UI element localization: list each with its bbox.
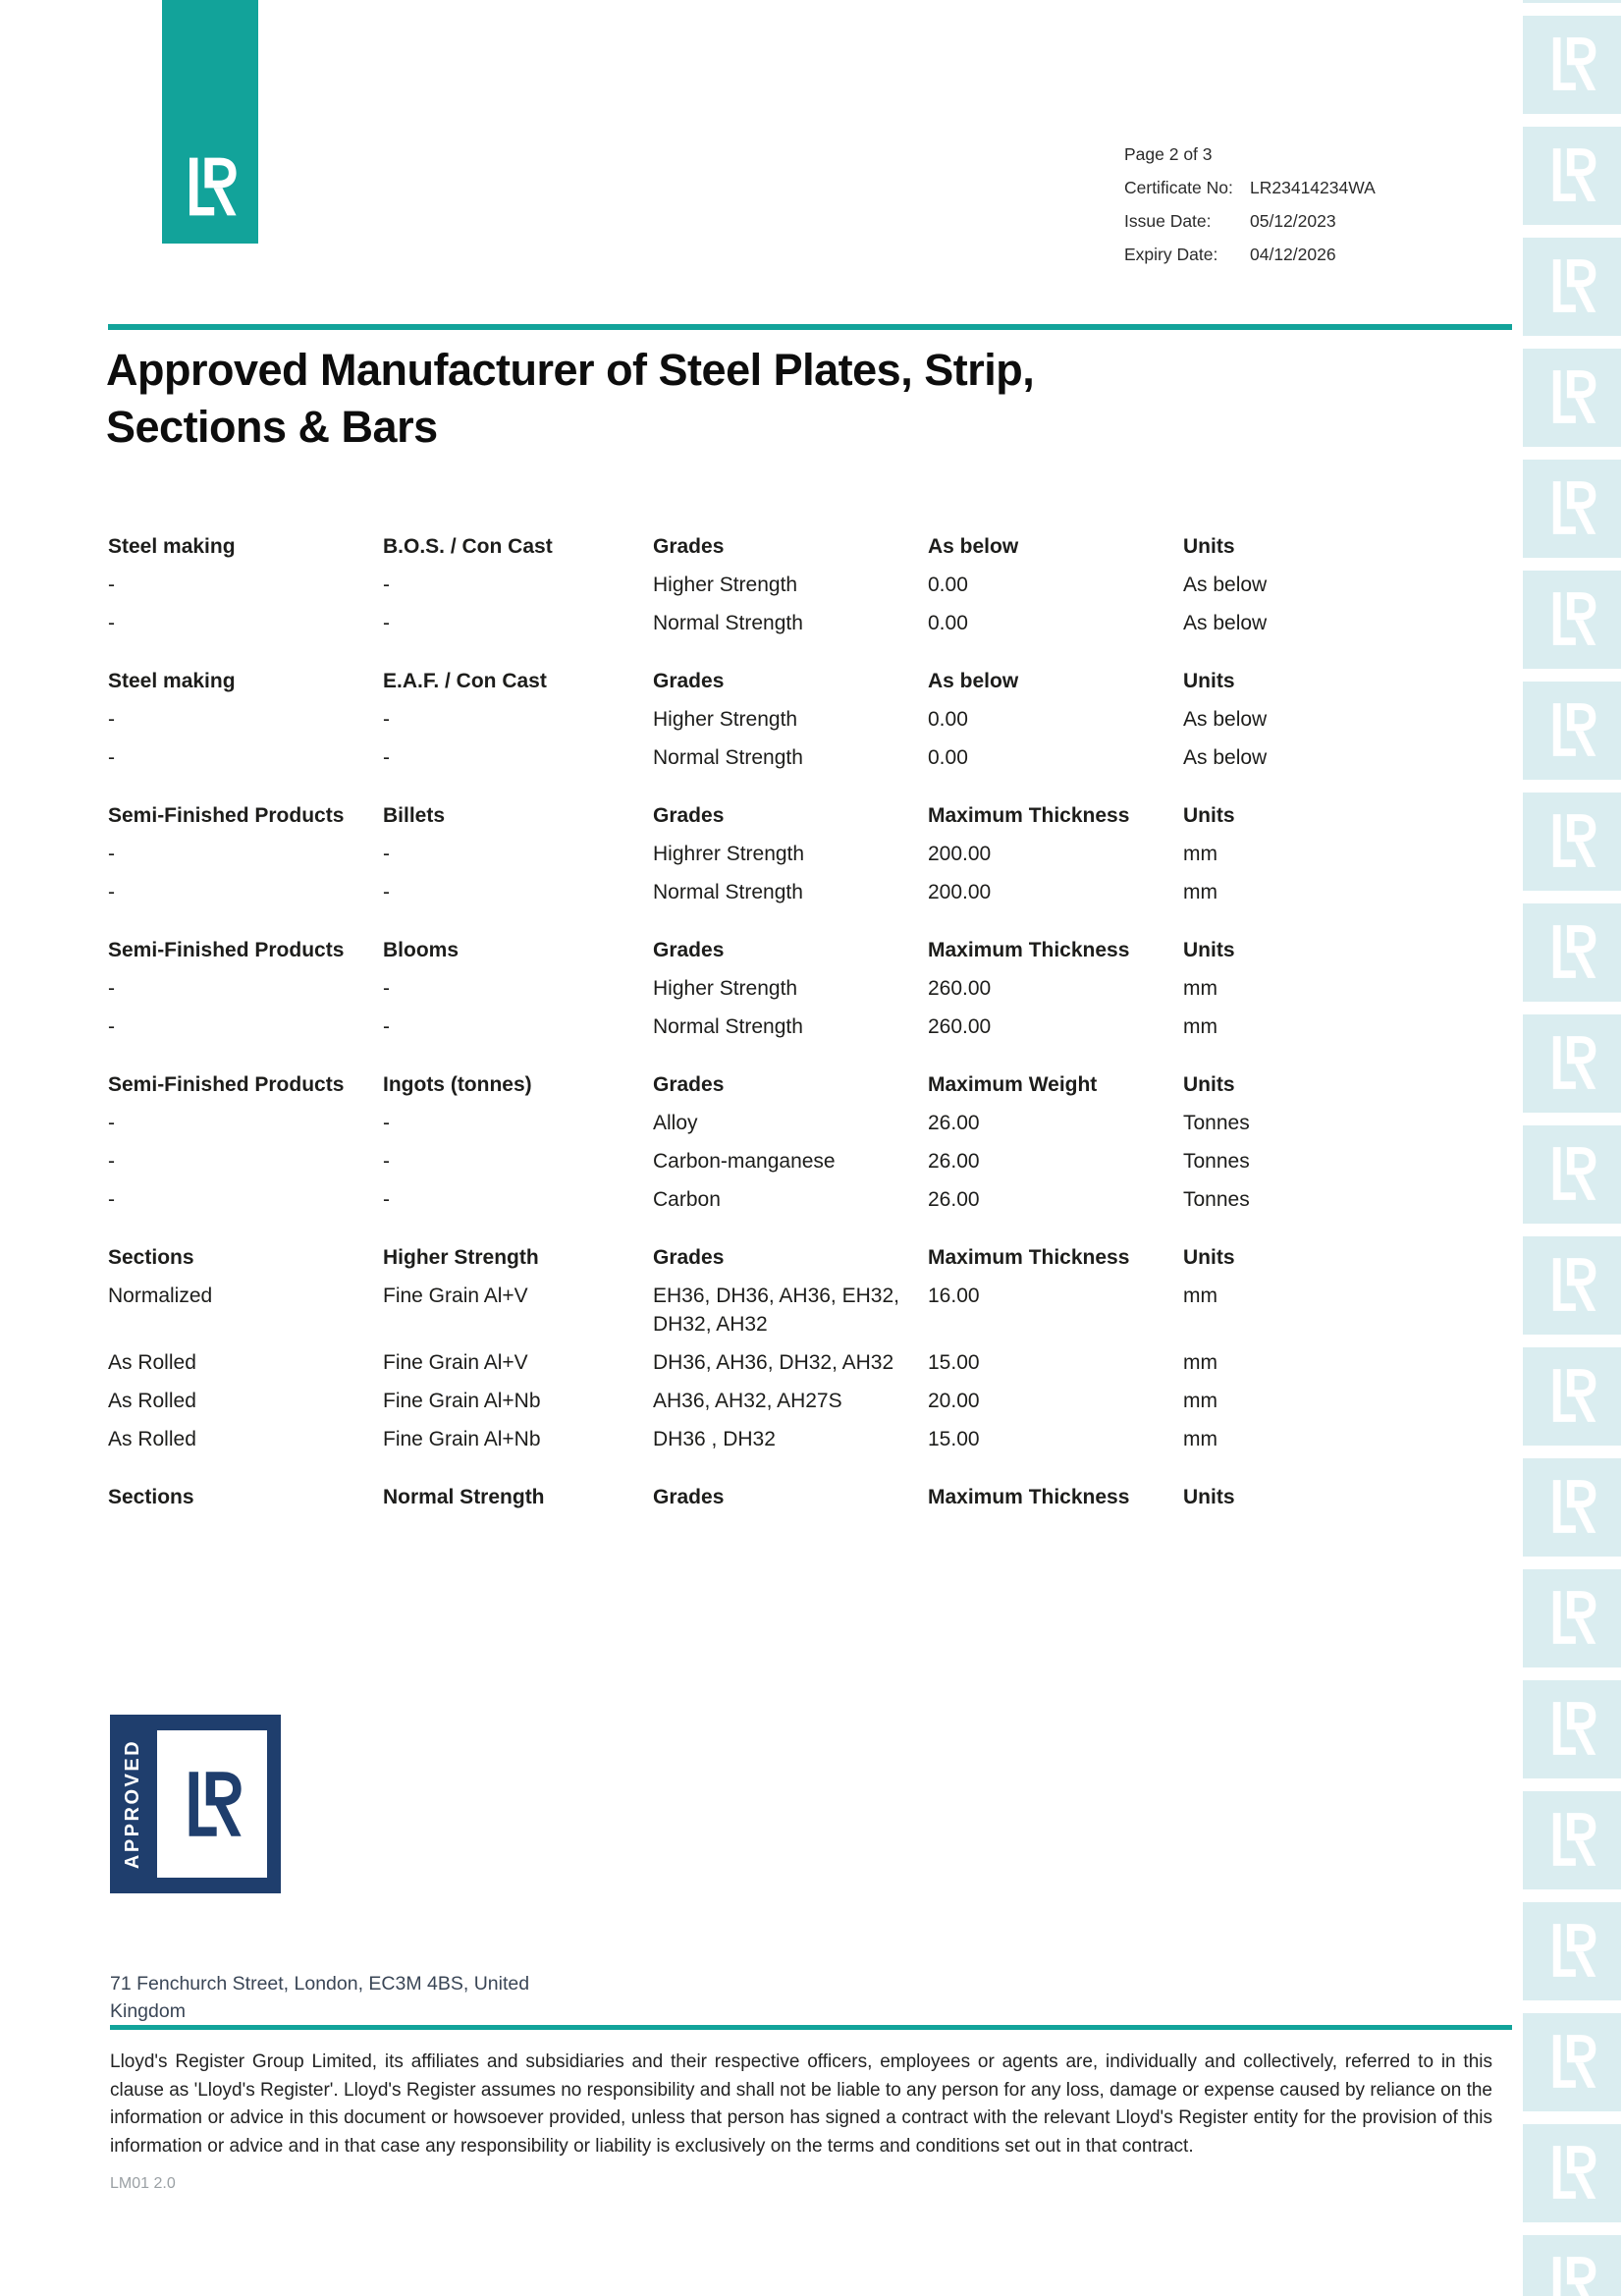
table-header-row xyxy=(108,532,1325,561)
issue-date-value: 05/12/2023 xyxy=(1250,210,1336,231)
table-row xyxy=(108,1387,1325,1415)
column-header: Grades xyxy=(653,535,725,558)
column-header: Semi-Finished Products xyxy=(108,939,345,961)
table-cell: - xyxy=(383,881,390,903)
table-row xyxy=(108,743,1325,772)
lr-monogram-icon xyxy=(176,144,244,229)
table-cell: - xyxy=(383,746,390,769)
column-header: Maximum Thickness xyxy=(928,1486,1130,1508)
table-cell: 15.00 xyxy=(928,1351,980,1374)
lr-watermark-tile xyxy=(1523,127,1621,225)
header-divider xyxy=(108,324,1512,330)
lr-watermark-tile xyxy=(1523,0,1621,3)
table-header-row xyxy=(108,936,1325,964)
column-header: Units xyxy=(1183,1246,1235,1269)
table-cell: mm xyxy=(1183,843,1217,865)
table-row xyxy=(108,1185,1325,1214)
table-cell: - xyxy=(108,708,115,731)
lr-watermark-tile xyxy=(1523,238,1621,336)
lr-monogram-icon xyxy=(1541,912,1603,991)
lr-monogram-icon xyxy=(1541,1356,1603,1435)
certificate-number-label: Certificate No: xyxy=(1124,177,1233,197)
column-header: Units xyxy=(1183,939,1235,961)
column-header: Ingots (tonnes) xyxy=(383,1073,532,1096)
table-cell: mm xyxy=(1183,977,1217,1000)
lr-watermark-tile xyxy=(1523,1680,1621,1778)
table-cell: 260.00 xyxy=(928,977,992,1000)
table-cell: - xyxy=(108,1112,115,1134)
page-indicator xyxy=(1124,137,1376,171)
lr-monogram-icon xyxy=(1541,25,1603,103)
table-cell: Fine Grain Al+V xyxy=(383,1285,528,1307)
column-header: Grades xyxy=(653,939,725,961)
table-cell: 0.00 xyxy=(928,574,968,596)
table-row xyxy=(108,571,1325,599)
office-address: 71 Fenchurch Street, London, EC3M 4BS, United Kingdom xyxy=(110,1973,530,2022)
table-row xyxy=(108,840,1325,868)
approval-table-section xyxy=(108,532,1325,637)
column-header: B.O.S. / Con Cast xyxy=(383,535,553,558)
lr-logo xyxy=(162,0,258,244)
column-header: Billets xyxy=(383,804,446,827)
table-cell: 26.00 xyxy=(928,1188,980,1211)
lr-watermark-tile xyxy=(1523,460,1621,558)
lr-watermark-column xyxy=(1523,0,1621,2296)
page-number: Page 2 of 3 xyxy=(1124,143,1213,164)
table-cell: - xyxy=(383,1015,390,1038)
table-cell: 26.00 xyxy=(928,1150,980,1173)
expiry-date-label: Expiry Date: xyxy=(1124,244,1218,264)
lr-watermark-tile xyxy=(1523,682,1621,780)
table-cell: 0.00 xyxy=(928,612,968,634)
lr-watermark-tile xyxy=(1523,2013,1621,2111)
table-cell: As Rolled xyxy=(108,1351,196,1374)
table-cell: Tonnes xyxy=(1183,1112,1250,1134)
column-header: Grades xyxy=(653,1073,725,1096)
table-header-row xyxy=(108,801,1325,830)
lr-watermark-tile xyxy=(1523,793,1621,891)
certificate-meta xyxy=(1124,137,1376,271)
table-header-row xyxy=(108,1243,1325,1272)
table-cell: 20.00 xyxy=(928,1390,980,1412)
footer-divider xyxy=(110,2025,1512,2030)
table-cell: As below xyxy=(1183,708,1268,731)
table-cell: DH36 , DH32 xyxy=(653,1428,776,1450)
table-cell: Highrer Strength xyxy=(653,843,805,865)
page-title: Approved Manufacturer of Steel Plates, Strip, Sections & Bars xyxy=(106,345,1035,452)
lr-monogram-icon xyxy=(1541,579,1603,658)
lr-watermark-tile xyxy=(1523,16,1621,114)
lr-monogram-icon xyxy=(1541,357,1603,436)
table-cell: - xyxy=(383,708,390,731)
table-header-row xyxy=(108,1070,1325,1099)
legal-disclaimer: Lloyd's Register Group Limited, its affiliates and subsidiaries and their respective officers, employees or agents are, individually and collectively, referred to in this clause as 'Lloyd's Register'. Lloyd's Register assumes no responsibility and shall not be liable to any person for any loss, damage or expense caused by reliance on the information or advice in this document or howsoever provided, unless that person has signed a contract with the relevant Lloyd's Register entity for the provision of this information or advice and in that case any responsibility or liability is exclusively on the terms and conditions set out in that contract. xyxy=(110,2051,1492,2157)
table-cell: mm xyxy=(1183,881,1217,903)
lr-watermark-tile xyxy=(1523,1791,1621,1889)
table-row xyxy=(108,705,1325,734)
lr-watermark-tile xyxy=(1523,2124,1621,2222)
column-header: Grades xyxy=(653,1246,725,1269)
lr-watermark-tile xyxy=(1523,349,1621,447)
table-cell: - xyxy=(108,1015,115,1038)
table-cell: Carbon-manganese xyxy=(653,1150,836,1173)
lr-monogram-icon xyxy=(1541,1578,1603,1657)
lr-monogram-icon xyxy=(1541,1467,1603,1546)
table-cell: - xyxy=(383,843,390,865)
certificate-number-row xyxy=(1124,171,1376,204)
table-row xyxy=(108,878,1325,906)
table-cell: As Rolled xyxy=(108,1428,196,1450)
table-row xyxy=(108,1109,1325,1137)
column-header: Units xyxy=(1183,670,1235,692)
table-cell: - xyxy=(383,977,390,1000)
table-cell: 0.00 xyxy=(928,746,968,769)
column-header: As below xyxy=(928,670,1019,692)
lr-monogram-icon xyxy=(1541,136,1603,214)
expiry-date-row xyxy=(1124,238,1376,271)
column-header: Blooms xyxy=(383,939,460,961)
lr-watermark-tile xyxy=(1523,1236,1621,1335)
column-header: Higher Strength xyxy=(383,1246,539,1269)
table-cell: As below xyxy=(1183,574,1268,596)
issue-date-row xyxy=(1124,204,1376,238)
approval-table-section xyxy=(108,667,1325,772)
table-cell: DH36, AH36, DH32, AH32 xyxy=(653,1351,894,1374)
approved-badge-label: APPROVED xyxy=(121,1738,143,1870)
lr-monogram-icon xyxy=(1541,1911,1603,1990)
lr-monogram-icon xyxy=(1541,1689,1603,1768)
table-cell: As below xyxy=(1183,612,1268,634)
table-cell: mm xyxy=(1183,1390,1217,1412)
table-cell: EH36, DH36, AH36, EH32, DH32, AH32 xyxy=(653,1285,899,1336)
table-cell: 0.00 xyxy=(928,708,968,731)
column-header: Maximum Weight xyxy=(928,1073,1098,1096)
column-header: Semi-Finished Products xyxy=(108,804,345,827)
table-cell: - xyxy=(108,881,115,903)
lr-watermark-tile xyxy=(1523,1347,1621,1446)
table-row xyxy=(108,1425,1325,1453)
table-cell: mm xyxy=(1183,1428,1217,1450)
expiry-date-value: 04/12/2026 xyxy=(1250,244,1336,264)
lr-monogram-icon xyxy=(1541,690,1603,769)
table-cell: mm xyxy=(1183,1351,1217,1374)
column-header: Units xyxy=(1183,1486,1235,1508)
table-cell: mm xyxy=(1183,1015,1217,1038)
table-row xyxy=(108,1348,1325,1377)
table-cell: 200.00 xyxy=(928,843,992,865)
lr-monogram-icon xyxy=(1541,2022,1603,2101)
table-cell: Fine Grain Al+V xyxy=(383,1351,528,1374)
table-cell: - xyxy=(383,1150,390,1173)
lr-monogram-icon xyxy=(1541,1134,1603,1213)
column-header: Semi-Finished Products xyxy=(108,1073,345,1096)
approved-badge-inner xyxy=(157,1730,267,1878)
lr-monogram-icon xyxy=(1541,2133,1603,2212)
table-cell: Carbon xyxy=(653,1188,721,1211)
certificate-number-value: LR23414234WA xyxy=(1250,177,1376,197)
table-cell: Normal Strength xyxy=(653,746,803,769)
table-cell: Fine Grain Al+Nb xyxy=(383,1428,541,1450)
column-header: Sections xyxy=(108,1486,194,1508)
table-cell: - xyxy=(383,1188,390,1211)
table-cell: 200.00 xyxy=(928,881,992,903)
table-cell: - xyxy=(108,1188,115,1211)
table-cell: Normal Strength xyxy=(653,612,803,634)
lr-watermark-tile xyxy=(1523,1014,1621,1113)
table-cell: - xyxy=(108,843,115,865)
lr-watermark-tile xyxy=(1523,1569,1621,1667)
column-header: Grades xyxy=(653,1486,725,1508)
lr-monogram-icon xyxy=(1541,1023,1603,1102)
table-cell: Normalized xyxy=(108,1285,213,1307)
table-row xyxy=(108,609,1325,637)
table-cell: - xyxy=(383,574,390,596)
table-cell: - xyxy=(108,1150,115,1173)
lr-watermark-tile xyxy=(1523,903,1621,1002)
document-reference: LM01 2.0 xyxy=(110,2175,176,2192)
table-cell: - xyxy=(108,977,115,1000)
table-cell: - xyxy=(383,612,390,634)
approval-table-section xyxy=(108,801,1325,906)
table-cell: As below xyxy=(1183,746,1268,769)
lr-watermark-tile xyxy=(1523,1902,1621,2000)
table-row xyxy=(108,1012,1325,1041)
issue-date-label: Issue Date: xyxy=(1124,210,1212,231)
table-cell: 15.00 xyxy=(928,1428,980,1450)
lr-monogram-icon xyxy=(174,1755,250,1853)
approval-table-section xyxy=(108,1070,1325,1214)
column-header: Units xyxy=(1183,1073,1235,1096)
approved-badge xyxy=(110,1715,281,1893)
table-cell: Normal Strength xyxy=(653,881,803,903)
column-header: Units xyxy=(1183,535,1235,558)
column-header: Grades xyxy=(653,670,725,692)
table-cell: Normal Strength xyxy=(653,1015,803,1038)
table-row xyxy=(108,974,1325,1003)
lr-monogram-icon xyxy=(1541,468,1603,547)
approval-tables xyxy=(108,532,1325,1511)
approval-table-section xyxy=(108,1483,1325,1511)
column-header: Normal Strength xyxy=(383,1486,545,1508)
table-cell: Higher Strength xyxy=(653,977,798,1000)
table-cell: - xyxy=(108,746,115,769)
lr-monogram-icon xyxy=(1541,801,1603,880)
table-header-row xyxy=(108,667,1325,695)
lr-watermark-tile xyxy=(1523,1458,1621,1557)
table-cell: Higher Strength xyxy=(653,708,798,731)
table-cell: 16.00 xyxy=(928,1285,980,1307)
table-cell: mm xyxy=(1183,1285,1217,1307)
table-cell: 26.00 xyxy=(928,1112,980,1134)
table-cell: As Rolled xyxy=(108,1390,196,1412)
column-header: Maximum Thickness xyxy=(928,939,1130,961)
table-row xyxy=(108,1282,1325,1339)
column-header: As below xyxy=(928,535,1019,558)
column-header: E.A.F. / Con Cast xyxy=(383,670,547,692)
table-cell: Fine Grain Al+Nb xyxy=(383,1390,541,1412)
column-header: Steel making xyxy=(108,670,236,692)
column-header: Maximum Thickness xyxy=(928,804,1130,827)
table-row xyxy=(108,1147,1325,1175)
approval-table-section xyxy=(108,1243,1325,1453)
table-cell: - xyxy=(108,612,115,634)
column-header: Maximum Thickness xyxy=(928,1246,1130,1269)
table-cell: AH36, AH32, AH27S xyxy=(653,1390,842,1412)
lr-watermark-tile xyxy=(1523,2235,1621,2296)
lr-monogram-icon xyxy=(1541,1245,1603,1324)
table-cell: 260.00 xyxy=(928,1015,992,1038)
lr-watermark-tile xyxy=(1523,1125,1621,1224)
column-header: Units xyxy=(1183,804,1235,827)
approval-table-section xyxy=(108,936,1325,1041)
table-cell: Tonnes xyxy=(1183,1188,1250,1211)
table-cell: - xyxy=(383,1112,390,1134)
column-header: Grades xyxy=(653,804,725,827)
table-cell: - xyxy=(108,574,115,596)
lr-monogram-icon xyxy=(1541,1800,1603,1879)
lr-monogram-icon xyxy=(1541,2244,1603,2296)
column-header: Steel making xyxy=(108,535,236,558)
table-cell: Alloy xyxy=(653,1112,698,1134)
lr-watermark-tile xyxy=(1523,571,1621,669)
column-header: Sections xyxy=(108,1246,194,1269)
table-cell: Tonnes xyxy=(1183,1150,1250,1173)
table-header-row xyxy=(108,1483,1325,1511)
lr-monogram-icon xyxy=(1541,246,1603,325)
table-cell: Higher Strength xyxy=(653,574,798,596)
